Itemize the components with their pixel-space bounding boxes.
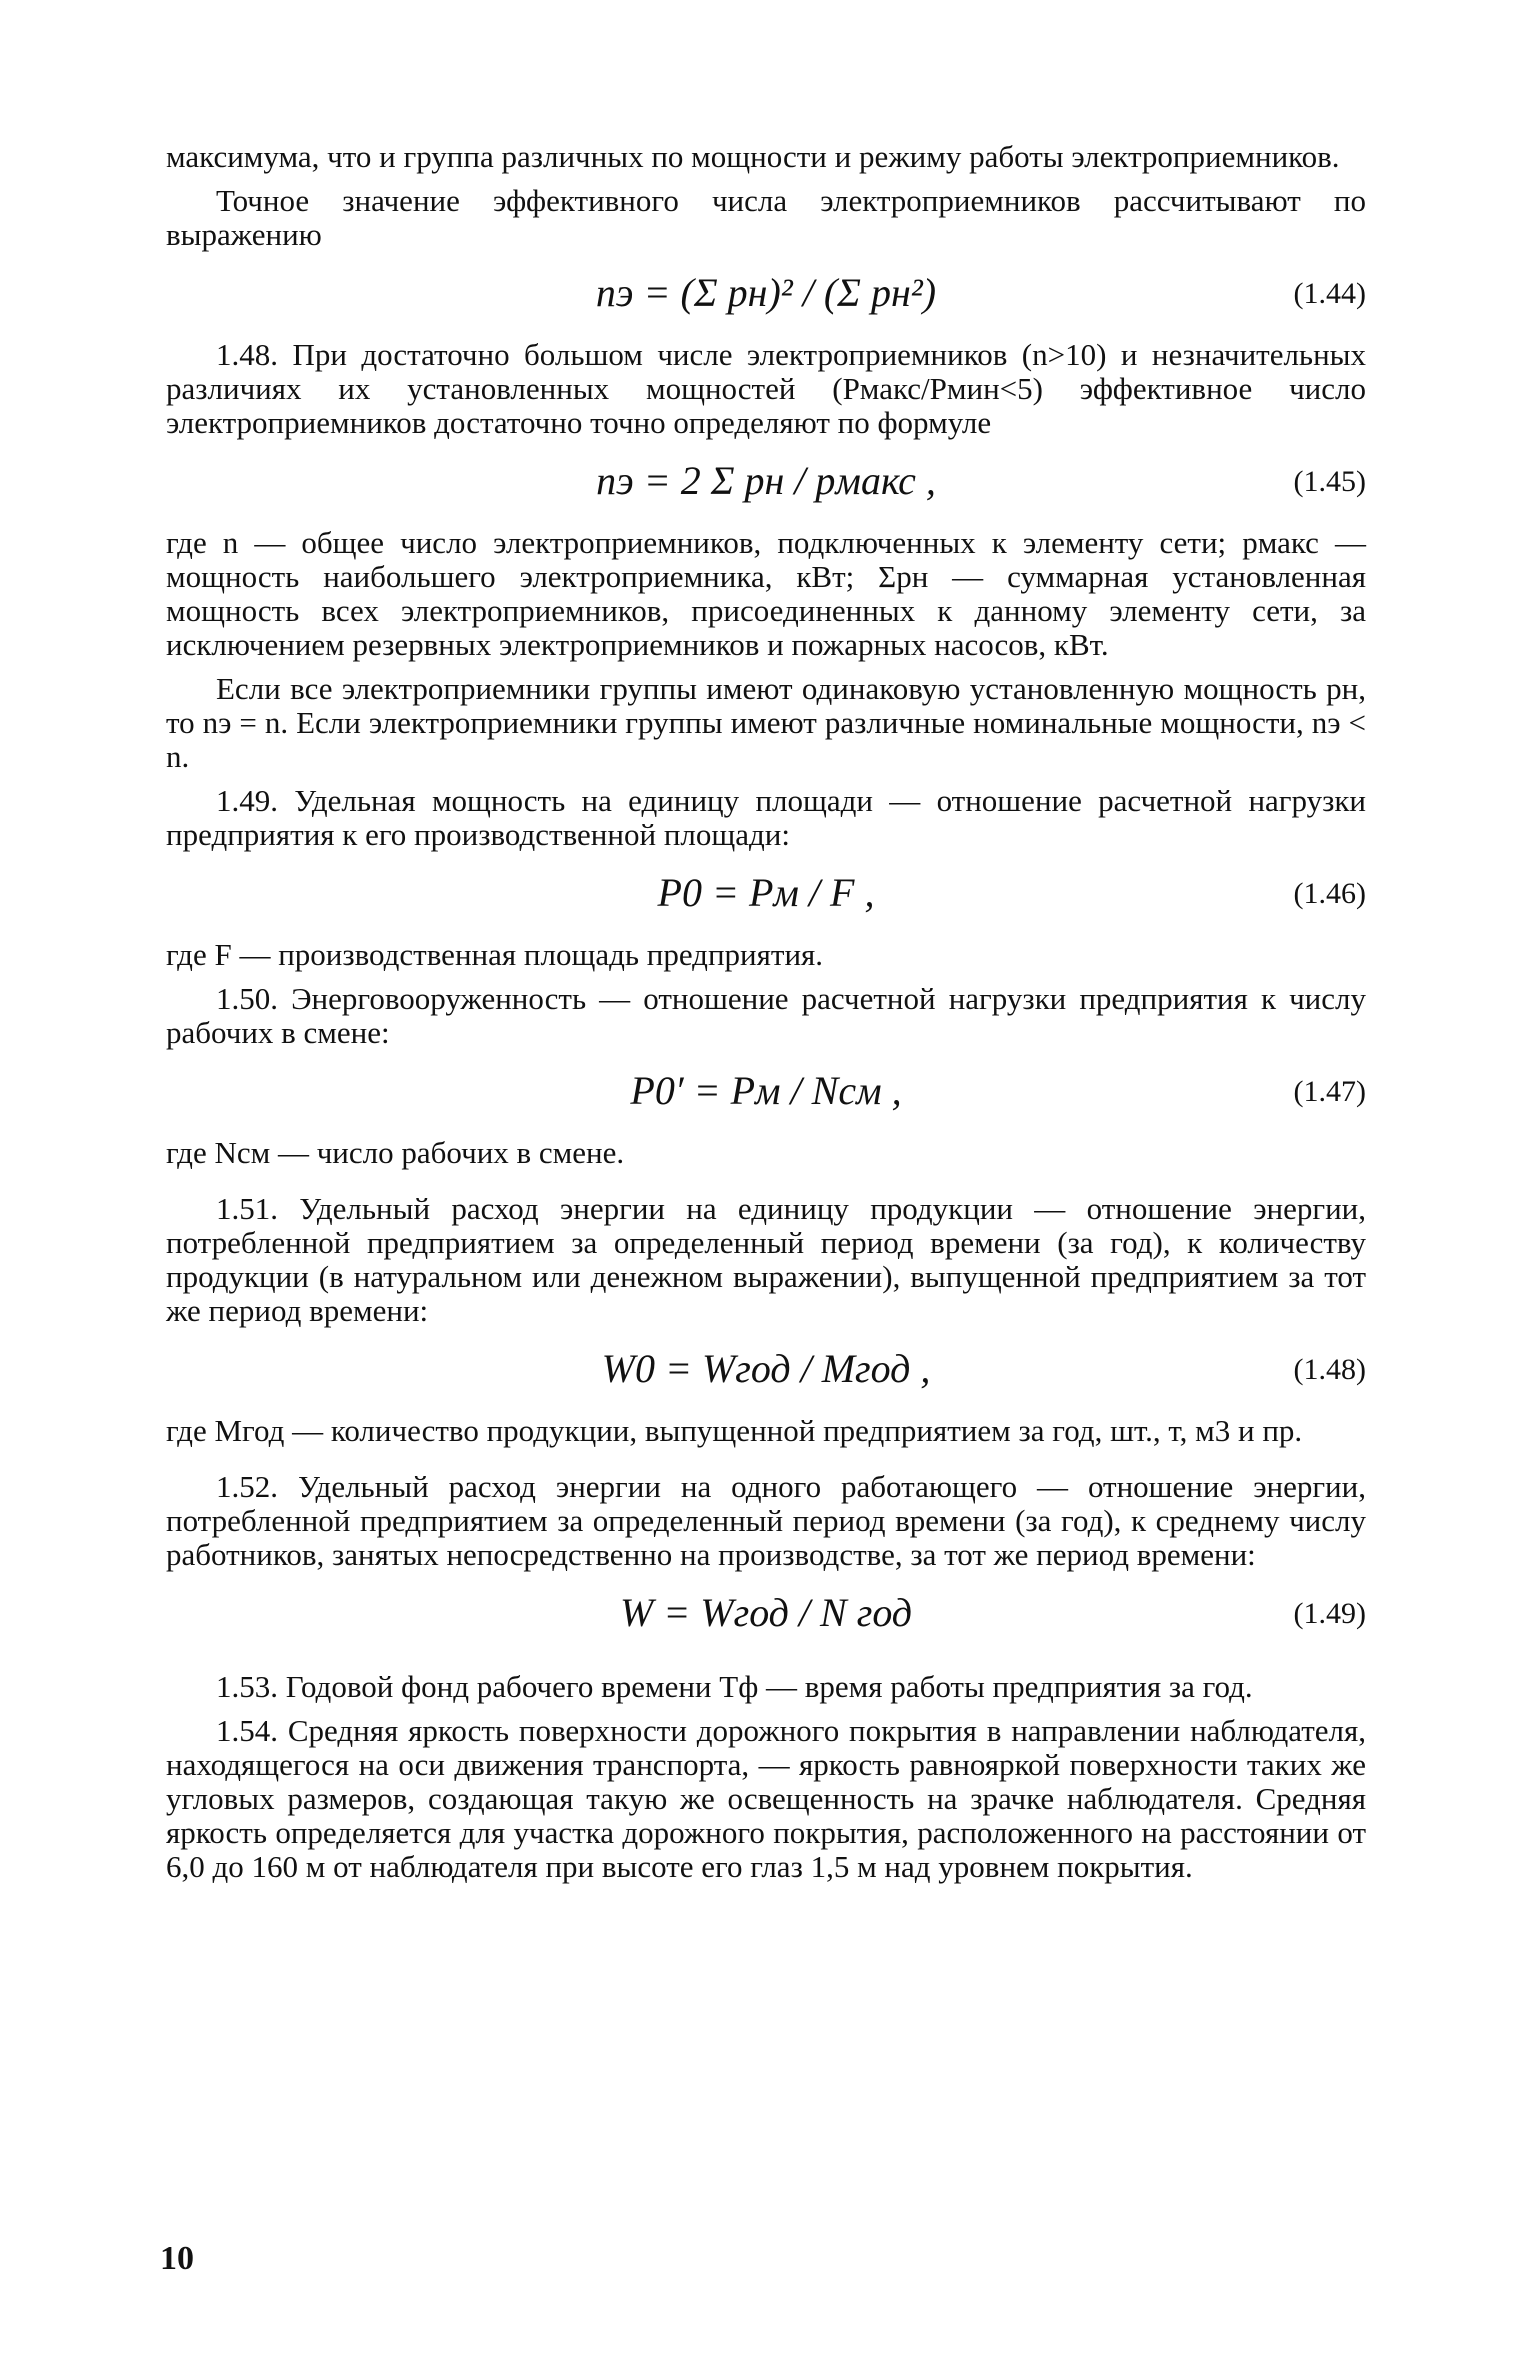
formula-1-46 [166, 862, 1366, 928]
paragraph-1-51: 1.51. Удельный расход энергии на единицу продукции — отношение энергии, потребленной предприятием за определенный период времени (за год), к количеству продукции (в натуральном или денежном выражении), выпущенной предприятием за тот же период времени: [166, 1191, 1366, 1328]
formula-expression: P0′ = Pм / Nсм , [630, 1068, 902, 1113]
paragraph-1-52: 1.52. Удельный расход энергии на одного работающего — отношение энергии, потребленной предприятием за определенный период времени (за год), к среднему числу работников, занятых непосредственно на производстве, за тот же период времени: [166, 1469, 1366, 1572]
formula-1-47 [166, 1060, 1366, 1126]
formula-1-48 [166, 1338, 1366, 1404]
formula-1-45 [166, 450, 1366, 516]
document-page [166, 140, 1366, 1884]
formula-1-44 [166, 262, 1366, 328]
formula-number: (1.48) [1293, 1353, 1366, 1386]
page-number: 10 [160, 2240, 194, 2277]
paragraph-where-n: где n — общее число электроприемников, подключенных к элементу сети; pмакс — мощность наибольшего электроприемника, кВт; Σpн — суммарная установленная мощность всех электроприемников, присоединенных к данному элементу сети, за исключением резервных электроприемников и пожарных насосов, кВт. [166, 525, 1366, 662]
formula-expression: P0 = Pм / F , [657, 870, 875, 915]
formula-expression: W0 = Wгод / Mгод , [601, 1346, 931, 1391]
formula-number: (1.45) [1293, 465, 1366, 498]
formula-number: (1.44) [1293, 277, 1366, 310]
paragraph-1-48: 1.48. При достаточно большом числе электроприемников (n>10) и незначительных различиях их установленных мощностей (Pмакс/Pмин<5) эффективное число электроприемников достаточно точно определяют по формуле [166, 337, 1366, 440]
paragraph-1-50: 1.50. Энерговооруженность — отношение расчетной нагрузки предприятия к числу рабочих в смене: [166, 981, 1366, 1050]
paragraph-1-54: 1.54. Средняя яркость поверхности дорожного покрытия в направлении наблюдателя, находящегося на оси движения транспорта, — яркость равнояркой поверхности таких же угловых размеров, создающая такую же освещенность на зрачке наблюдателя. Средняя яркость определяется для участка дорожного покрытия, расположенного на расстоянии от 6,0 до 160 м от наблюдателя при высоте его глаз 1,5 м над уровнем покрытия. [166, 1713, 1366, 1884]
paragraph-1-49: 1.49. Удельная мощность на единицу площади — отношение расчетной нагрузки предприятия к его производственной площади: [166, 783, 1366, 852]
formula-number: (1.47) [1293, 1075, 1366, 1108]
paragraph-where-f: где F — производственная площадь предприятия. [166, 937, 824, 972]
paragraph-where-nsm: где Nсм — число рабочих в смене. [166, 1135, 625, 1170]
paragraph-1-53: 1.53. Годовой фонд рабочего времени Tф — время работы предприятия за год. [216, 1669, 1253, 1704]
formula-number: (1.46) [1293, 877, 1366, 910]
formula-expression: nэ = (Σ pн)² / (Σ pн²) [595, 270, 937, 315]
formula-expression: W = Wгод / N год [619, 1590, 913, 1635]
formula-1-49 [166, 1582, 1366, 1648]
paragraph-equal-power: Если все электроприемники группы имеют одинаковую установленную мощность pн, то nэ = n. Если электроприемники группы имеют различные номинальные мощности, nэ < n. [166, 671, 1366, 774]
paragraph-where-mgod: где Mгод — количество продукции, выпущенной предприятием за год, шт., т, м3 и пр. [166, 1413, 1303, 1448]
paragraph-continuation: максимума, что и группа различных по мощности и режиму работы электроприемников. [166, 139, 1340, 174]
formula-number: (1.49) [1293, 1597, 1366, 1630]
formula-expression: nэ = 2 Σ pн / pмакс , [596, 458, 936, 503]
paragraph-exact-value: Точное значение эффективного числа электроприемников рассчитывают по выражению [166, 183, 1366, 252]
